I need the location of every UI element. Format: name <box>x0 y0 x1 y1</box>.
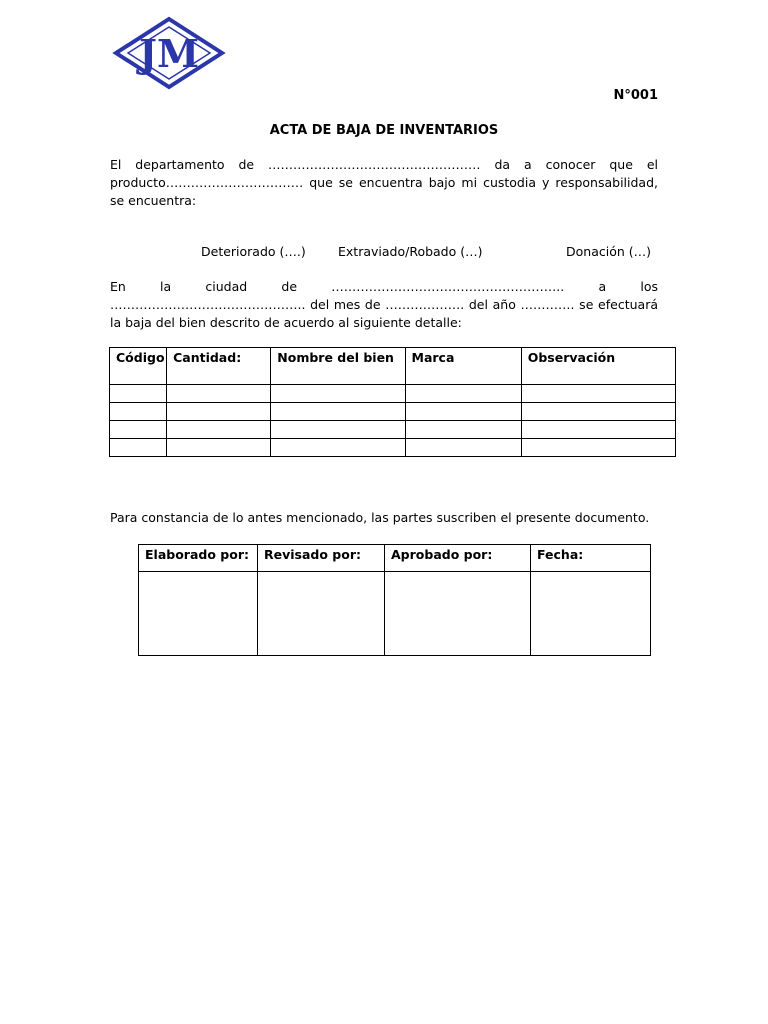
department-paragraph: El departamento de …………………………………………… da a conocer que el producto…………………………… que se encuentra bajo mi custodia y responsabilidad, se encuentra: <box>110 157 658 208</box>
table-cell <box>110 439 167 457</box>
signature-row <box>139 572 651 656</box>
table-cell <box>110 403 167 421</box>
items-table-header-row <box>110 348 676 385</box>
table-cell <box>167 439 271 457</box>
table-cell <box>167 385 271 403</box>
option-donacion: Donación (…) <box>566 244 651 259</box>
table-cell <box>405 421 521 439</box>
header-fecha: Fecha: <box>531 545 651 572</box>
signature-header-row <box>139 545 651 572</box>
signature-table <box>138 544 651 656</box>
header-revisado-por: Revisado por: <box>258 545 385 572</box>
header-observacion: Observación <box>521 348 675 385</box>
table-cell <box>271 421 405 439</box>
table-cell <box>405 439 521 457</box>
header-cantidad: Cantidad: <box>167 348 271 385</box>
table-cell <box>405 385 521 403</box>
closing-statement: Para constancia de lo antes mencionado, las partes suscriben el presente documento. <box>110 510 650 525</box>
table-row <box>110 403 676 421</box>
table-cell <box>110 421 167 439</box>
option-deteriorado: Deteriorado (….) <box>201 244 306 259</box>
signature-cell-fecha <box>531 572 651 656</box>
table-cell <box>405 403 521 421</box>
table-cell <box>271 385 405 403</box>
table-cell <box>167 403 271 421</box>
items-table <box>109 347 676 457</box>
signature-cell-aprobado <box>385 572 531 656</box>
table-cell <box>167 421 271 439</box>
option-extraviado-robado: Extraviado/Robado (…) <box>338 244 483 259</box>
signature-cell-revisado <box>258 572 385 656</box>
table-cell <box>521 439 675 457</box>
header-aprobado-por: Aprobado por: <box>385 545 531 572</box>
table-cell <box>271 439 405 457</box>
logo-lettering: JM <box>138 31 200 76</box>
table-row <box>110 421 676 439</box>
location-date-paragraph: En la ciudad de ……………………………………………….. a los ……………………………………….. del mes de ………………. del año …………. se efectuará la baja del bien descrito de acuerdo al siguiente detalle: <box>110 279 658 330</box>
header-marca: Marca <box>405 348 521 385</box>
table-cell <box>110 385 167 403</box>
document-title: ACTA DE BAJA DE INVENTARIOS <box>269 123 499 138</box>
table-cell <box>521 385 675 403</box>
header-nombre-del-bien: Nombre del bien <box>271 348 405 385</box>
table-row <box>110 439 676 457</box>
table-cell <box>271 403 405 421</box>
company-logo <box>110 16 228 90</box>
table-row <box>110 385 676 403</box>
document-number: N°001 <box>613 88 658 103</box>
header-elaborado-por: Elaborado por: <box>139 545 258 572</box>
header-codigo: Código <box>110 348 167 385</box>
signature-cell-elaborado <box>139 572 258 656</box>
table-cell <box>521 403 675 421</box>
table-cell <box>521 421 675 439</box>
